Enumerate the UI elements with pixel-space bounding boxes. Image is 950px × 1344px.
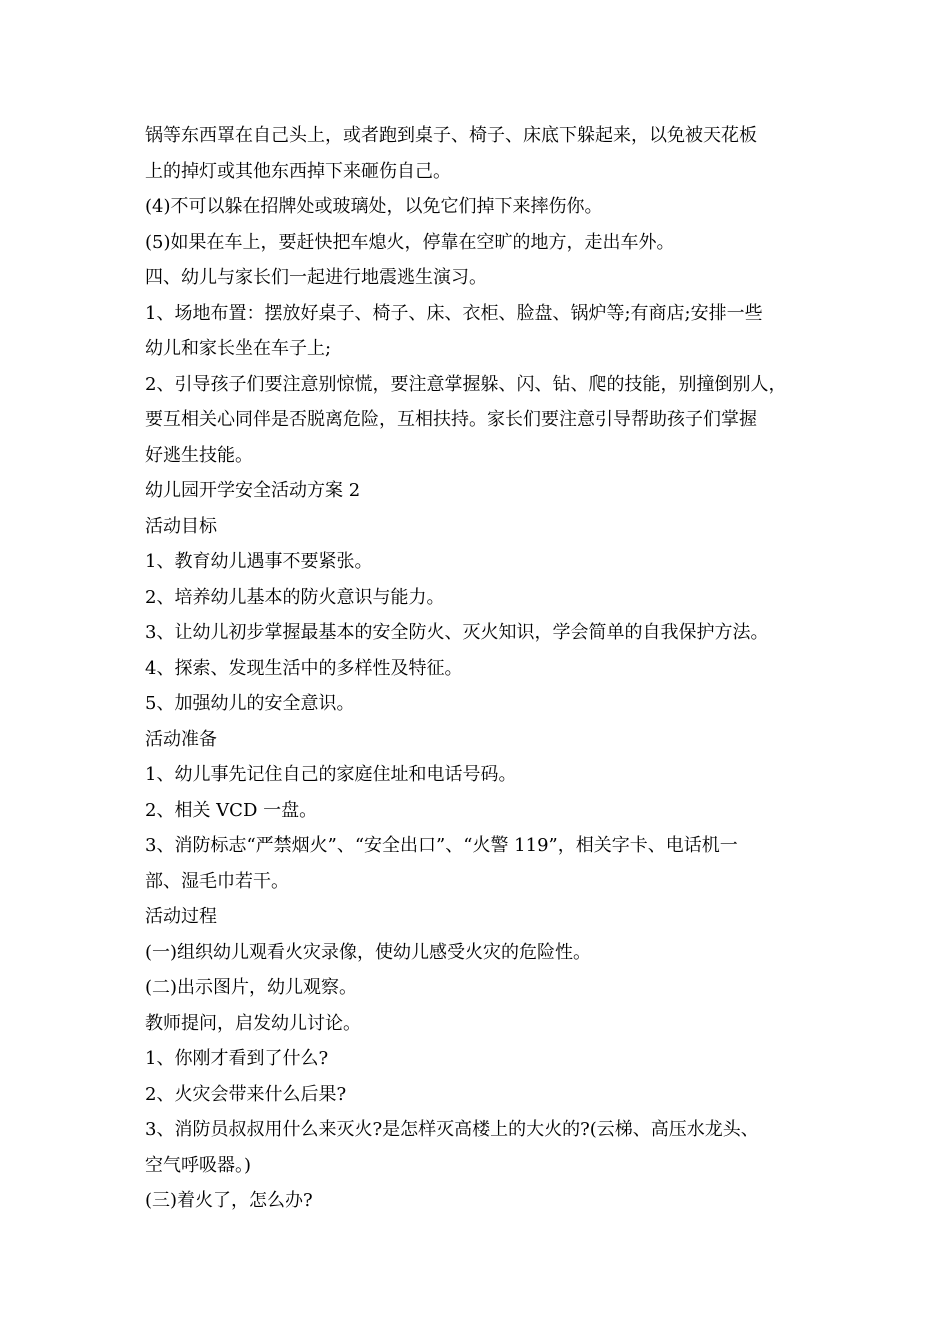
text-line: 教师提问，启发幼儿讨论。 (145, 1012, 361, 1034)
text-line: 部、湿毛巾若干。 (145, 870, 289, 892)
list-item: 4、探索、发现生活中的多样性及特征。 (145, 657, 463, 679)
text-line: 上的掉灯或其他东西掉下来砸伤自己。 (145, 160, 451, 182)
document-body (145, 118, 825, 1219)
list-item: 2、火灾会带来什么后果? (145, 1083, 347, 1105)
list-item: 1、教育幼儿遇事不要紧张。 (145, 551, 373, 572)
section-heading: 活动准备 (145, 728, 217, 750)
list-item: 2、培养幼儿基本的防火意识与能力。 (145, 586, 445, 608)
list-item: 3、消防标志“严禁烟火”、“安全出口”、“火警 119”，相关字卡、电话机一 (145, 835, 738, 856)
text-line: 幼儿和家长坐在车子上; (145, 338, 332, 359)
section-heading: 四、幼儿与家长们一起进行地震逃生演习。 (145, 267, 487, 288)
text-line: 锅等东西罩在自己头上，或者跑到桌子、椅子、床底下躲起来，以免被天花板 (145, 125, 757, 146)
text-line: 空气呼吸器。) (145, 1154, 252, 1176)
list-item: 3、消防员叔叔用什么来灭火?是怎样灭高楼上的大火的?(云梯、高压水龙头、 (145, 1119, 759, 1140)
list-item: 1、幼儿事先记住自己的家庭住址和电话号码。 (145, 764, 517, 785)
section-heading: 活动目标 (145, 515, 217, 537)
section-heading: 活动过程 (145, 906, 217, 927)
list-item: (二)出示图片，幼儿观察。 (145, 977, 358, 998)
list-item: 2、相关 VCD 一盘。 (145, 799, 318, 821)
list-item: 5、加强幼儿的安全意识。 (145, 693, 355, 714)
text-line: (4)不可以躲在招牌处或玻璃处，以免它们掉下来摔伤你。 (145, 196, 603, 217)
text-line: 1、场地布置：摆放好桌子、椅子、床、衣柜、脸盘、锅炉等;有商店;安排一些 (145, 302, 763, 324)
list-item: 1、你刚才看到了什么? (145, 1048, 329, 1069)
text-line: 2、引导孩子们要注意别惊慌，要注意掌握躲、闪、钻、爬的技能，别撞倒别人， (145, 373, 787, 395)
text-line: 好逃生技能。 (145, 444, 253, 466)
list-item: (三)着火了，怎么办? (145, 1190, 313, 1211)
text-line: 要互相关心同伴是否脱离危险，互相扶持。家长们要注意引导帮助孩子们掌握 (145, 409, 757, 430)
text-line: (5)如果在车上，要赶快把车熄火，停靠在空旷的地方，走出车外。 (145, 231, 675, 253)
document-title: 幼儿园开学安全活动方案 2 (145, 480, 361, 501)
list-item: 3、让幼儿初步掌握最基本的安全防火、灭火知识，学会简单的自我保护方法。 (145, 622, 769, 643)
list-item: (一)组织幼儿观看火灾录像，使幼儿感受火灾的危险性。 (145, 941, 592, 963)
